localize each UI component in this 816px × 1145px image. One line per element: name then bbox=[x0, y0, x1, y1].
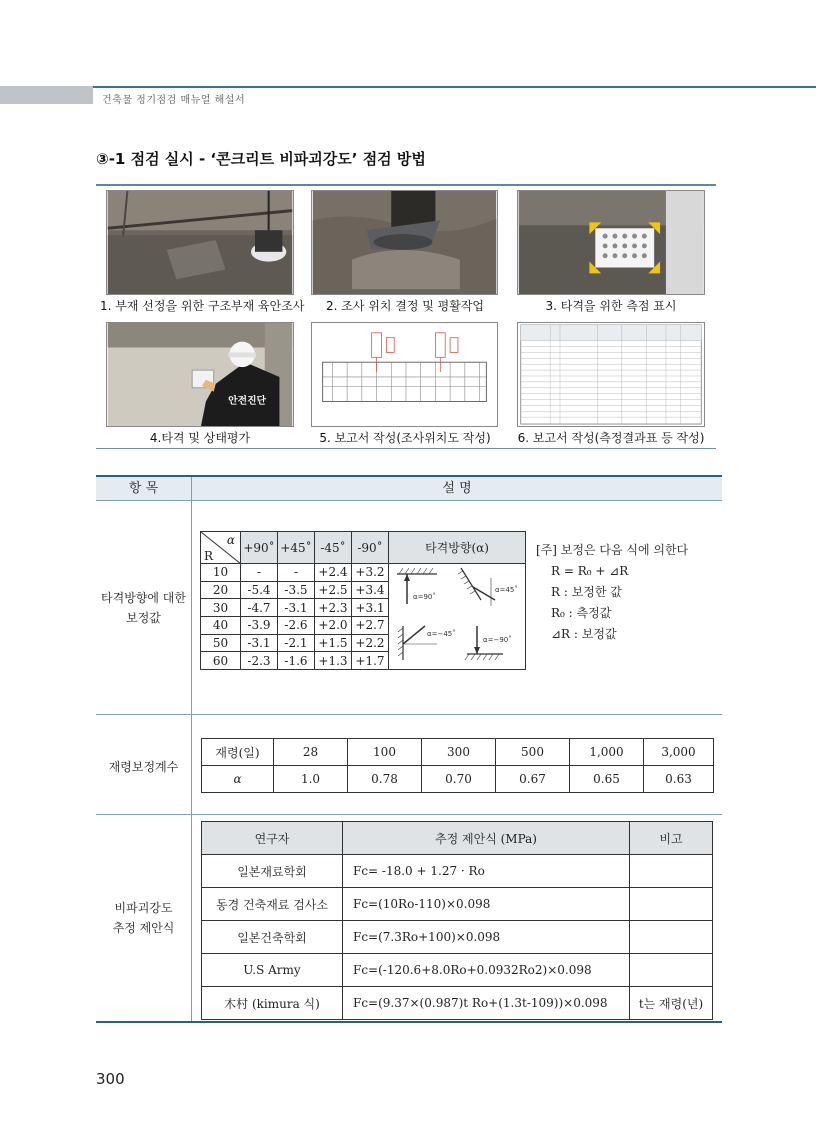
photo-caption-2: 2. 조사 위치 결정 및 평활작업 bbox=[325, 299, 485, 313]
corr-cell: +2.0 bbox=[315, 616, 352, 634]
corr-cell: +3.1 bbox=[352, 599, 389, 617]
formula-researcher: 木村 (kimura 식) bbox=[202, 987, 343, 1020]
r-value: 10 bbox=[201, 564, 241, 582]
corr-cell: +2.2 bbox=[352, 634, 389, 652]
r-value: 50 bbox=[201, 634, 241, 652]
row-label-age: 재령보정계수 bbox=[108, 760, 179, 774]
formula-researcher: 동경 건축재료 검사소 bbox=[202, 888, 343, 921]
formula-expression: Fc=(7.3Ro+100)×0.098 bbox=[343, 921, 630, 954]
formula-note bbox=[630, 921, 713, 954]
main-table-column-divider bbox=[191, 477, 192, 1023]
corr-cell: -2.3 bbox=[241, 652, 278, 670]
photo-caption-1: 1. 부재 선정을 위한 구조부재 육안조사 bbox=[100, 299, 305, 313]
photo-location-drawing bbox=[311, 322, 498, 427]
photo-result-sheet bbox=[517, 322, 705, 427]
corr-cell: +1.5 bbox=[315, 634, 352, 652]
formula-note: t는 재령(년) bbox=[630, 987, 713, 1020]
main-table-header bbox=[96, 477, 722, 501]
formula-researcher: 일본건축학회 bbox=[202, 921, 343, 954]
photo-impact-testing bbox=[106, 322, 294, 427]
label-plus-90: α=90˚ bbox=[413, 593, 436, 601]
corr-cell: +1.3 bbox=[315, 652, 352, 670]
header-description: 설 명 bbox=[442, 481, 472, 496]
photo-section-rule bbox=[96, 448, 716, 449]
corr-cell: -3.5 bbox=[278, 581, 315, 599]
formula-expression: Fc= -18.0 + 1.27 · Ro bbox=[343, 855, 630, 888]
header-plus-90: +90˚ bbox=[241, 532, 278, 564]
formula-note bbox=[630, 888, 713, 921]
row-divider-1 bbox=[96, 714, 722, 715]
photo-visual-inspection bbox=[106, 190, 294, 295]
corr-cell: -4.7 bbox=[241, 599, 278, 617]
corr-cell: +2.4 bbox=[315, 564, 352, 582]
age-cell: 500 bbox=[496, 739, 570, 766]
page-number: 300 bbox=[96, 1070, 125, 1088]
corr-cell: -3.1 bbox=[278, 599, 315, 617]
formula-expression: Fc=(10Ro-110)×0.098 bbox=[343, 888, 630, 921]
note-line-1: [주] 보정은 다음 식에 의한다 bbox=[536, 543, 689, 557]
r-value: 20 bbox=[201, 581, 241, 599]
formula-expression: Fc=(-120.6+8.0Ro+0.0932Ro2)×0.098 bbox=[343, 954, 630, 987]
label-plus-45: α=45˚ bbox=[495, 586, 518, 594]
vest-label: 안전진단 bbox=[228, 395, 267, 407]
corr-cell: -2.1 bbox=[278, 634, 315, 652]
formula-header-formula: 추정 제안식 (MPa) bbox=[343, 822, 630, 855]
header-plus-45: +45˚ bbox=[278, 532, 315, 564]
formula-expression: Fc=(9.37×(0.987)t Ro+(1.3t-109))×0.098 bbox=[343, 987, 630, 1020]
photo-caption-3: 3. 타격을 위한 측점 표시 bbox=[545, 299, 677, 313]
age-cell: 1,000 bbox=[570, 739, 644, 766]
corr-cell: -2.6 bbox=[278, 616, 315, 634]
alpha-cell: 0.63 bbox=[644, 766, 714, 793]
formula-researcher: U.S Army bbox=[202, 954, 343, 987]
row-label-correction: 타격방향에 대한 보정값 bbox=[101, 591, 186, 625]
photo-caption-5: 5. 보고서 작성(조사위치도 작성) bbox=[319, 431, 491, 445]
corr-cell: -3.9 bbox=[241, 616, 278, 634]
diagram-plus-90 bbox=[397, 568, 437, 604]
formula-header-note: 비고 bbox=[630, 822, 713, 855]
section-rule bbox=[96, 184, 716, 186]
alpha-cell: 0.65 bbox=[570, 766, 644, 793]
main-table-bottom-rule bbox=[96, 1021, 722, 1023]
alpha-cell: 0.67 bbox=[496, 766, 570, 793]
corr-cell: +3.2 bbox=[352, 564, 389, 582]
alpha-cell: 1.0 bbox=[274, 766, 348, 793]
age-cell: 3,000 bbox=[644, 739, 714, 766]
corr-cell: - bbox=[278, 564, 315, 582]
r-value: 40 bbox=[201, 616, 241, 634]
corr-cell: -5.4 bbox=[241, 581, 278, 599]
corner-cell bbox=[201, 532, 241, 564]
strength-formula-table bbox=[201, 821, 713, 1020]
correction-table bbox=[200, 531, 526, 670]
header-minus-45: -45˚ bbox=[315, 532, 352, 564]
photo-caption-4: 4.타격 및 상태평가 bbox=[149, 431, 251, 445]
age-cell: 100 bbox=[348, 739, 422, 766]
row-divider-2 bbox=[96, 814, 722, 815]
direction-diagram bbox=[391, 564, 523, 666]
corr-cell: -3.1 bbox=[241, 634, 278, 652]
age-header: 재령(일) bbox=[202, 739, 274, 766]
formula-researcher: 일본재료학회 bbox=[202, 855, 343, 888]
corr-cell: -1.6 bbox=[278, 652, 315, 670]
alpha-cell: 0.70 bbox=[422, 766, 496, 793]
correction-note bbox=[537, 540, 688, 645]
formula-note bbox=[630, 855, 713, 888]
corr-cell: +1.7 bbox=[352, 652, 389, 670]
corr-cell: +2.5 bbox=[315, 581, 352, 599]
running-header: 건축물 정기점검 매뉴얼 해설서 bbox=[102, 95, 246, 106]
section-title: ③-1 점검 실시 - ‘콘크리트 비파괴강도’ 점검 방법 bbox=[96, 150, 426, 168]
direction-diagram-cell bbox=[389, 564, 526, 670]
corr-cell: +2.3 bbox=[315, 599, 352, 617]
header-item: 항 목 bbox=[128, 481, 159, 496]
header-band-tab bbox=[0, 86, 93, 104]
alpha-header: α bbox=[202, 766, 274, 793]
diagram-minus-90 bbox=[465, 626, 512, 660]
age-cell: 300 bbox=[422, 739, 496, 766]
header-minus-90: -90˚ bbox=[352, 532, 389, 564]
age-cell: 28 bbox=[274, 739, 348, 766]
note-line-5: ⊿R : 보정값 bbox=[551, 627, 617, 641]
formula-header-researcher: 연구자 bbox=[202, 822, 343, 855]
corr-cell: +3.4 bbox=[352, 581, 389, 599]
corner-r: R bbox=[204, 549, 214, 563]
row-label-formula: 비파괴강도 추정 제안식 bbox=[112, 901, 175, 935]
label-minus-90: α=−90˚ bbox=[483, 636, 512, 644]
r-value: 30 bbox=[201, 599, 241, 617]
header-direction: 타격방향(α) bbox=[389, 532, 526, 564]
photo-measurement-grid bbox=[517, 190, 705, 295]
diagram-plus-45 bbox=[458, 568, 518, 606]
diagram-minus-45 bbox=[398, 626, 456, 660]
header-band bbox=[0, 86, 816, 88]
note-line-2: R = R₀ + ⊿R bbox=[551, 564, 629, 578]
alpha-cell: 0.78 bbox=[348, 766, 422, 793]
note-line-3: R : 보정한 값 bbox=[551, 585, 622, 599]
age-correction-table bbox=[201, 738, 714, 793]
r-value: 60 bbox=[201, 652, 241, 670]
photo-surface-grinding bbox=[311, 190, 498, 295]
corr-cell: +2.7 bbox=[352, 616, 389, 634]
note-line-4: R₀ : 측정값 bbox=[551, 606, 612, 620]
corr-cell: - bbox=[241, 564, 278, 582]
label-minus-45: α=−45˚ bbox=[427, 630, 456, 638]
photo-caption-6: 6. 보고서 작성(측정결과표 등 작성) bbox=[517, 431, 705, 445]
formula-note bbox=[630, 954, 713, 987]
corner-alpha: α bbox=[226, 533, 235, 547]
